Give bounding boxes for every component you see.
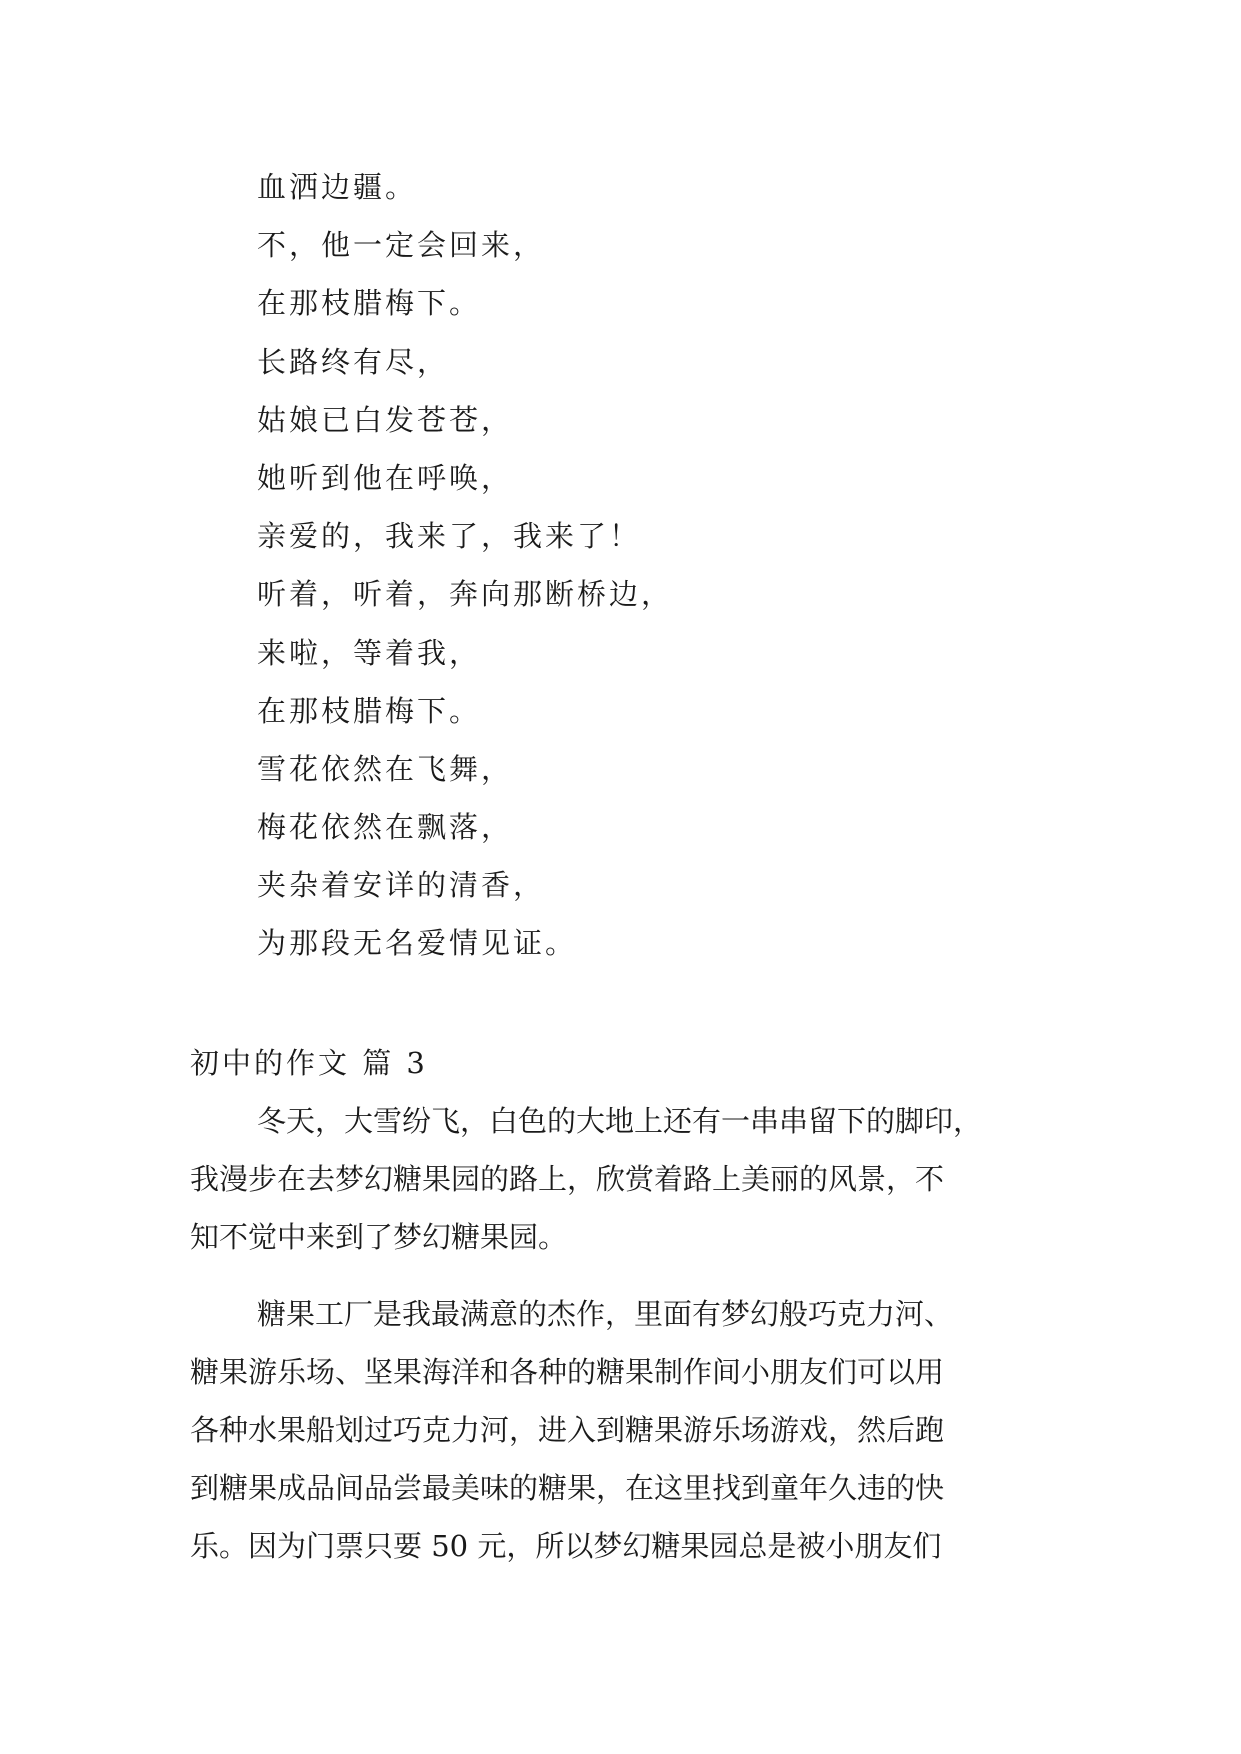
poem-line: 血洒边疆。	[257, 170, 418, 204]
paragraph-line: 乐。因为门票只要 50 元，所以梦幻糖果园总是被小朋友们	[190, 1529, 942, 1564]
poem-line: 在那枝腊梅下。	[257, 693, 482, 728]
poem-line: 她听到他在呼唤，	[257, 460, 514, 495]
poem-line: 雪花依然在飞舞，	[257, 751, 514, 786]
poem-line: 夹杂着安详的清香，	[257, 868, 546, 903]
paragraph-line: 冬天，大雪纷飞，白色的大地上还有一串串留下的脚印，	[257, 1104, 983, 1138]
poem-line: 亲爱的，我来了，我来了！	[257, 519, 642, 554]
paragraph-line: 糖果工厂是我最满意的杰作，里面有梦幻般巧克力河、	[257, 1296, 954, 1331]
poem-line: 在那枝腊梅下。	[257, 286, 482, 321]
poem-line: 来啦，等着我，	[257, 635, 482, 670]
paragraph-line: 糖果游乐场、坚果海洋和各种的糖果制作间小朋友们可以用	[190, 1354, 945, 1389]
poem-line: 长路终有尽，	[257, 344, 450, 379]
paragraph-line: 知不觉中来到了梦幻糖果园。	[190, 1220, 568, 1255]
poem-line: 姑娘已白发苍苍，	[257, 402, 514, 437]
paragraph-line: 到糖果成品间品尝最美味的糖果，在这里找到童年久违的快	[190, 1471, 945, 1506]
paragraph-line: 各种水果船划过巧克力河，进入到糖果游乐场游戏，然后跑	[190, 1412, 945, 1447]
poem-line: 听着，听着，奔向那断桥边，	[257, 577, 674, 612]
paragraph	[190, 1285, 1055, 1576]
paragraph	[190, 1092, 1055, 1267]
poem-block	[257, 158, 1037, 973]
essay-body	[190, 1092, 1055, 1576]
poem-line: 梅花依然在飘落，	[257, 810, 514, 845]
section-title: 初中的作文 篇 3	[190, 1046, 428, 1080]
poem-line: 为那段无名爱情见证。	[257, 926, 578, 961]
paragraph-spacer	[190, 1267, 1055, 1285]
poem-line: 不，他一定会回来，	[257, 228, 546, 263]
paragraph-line: 我漫步在去梦幻糖果园的路上，欣赏着路上美丽的风景，不	[190, 1162, 945, 1197]
